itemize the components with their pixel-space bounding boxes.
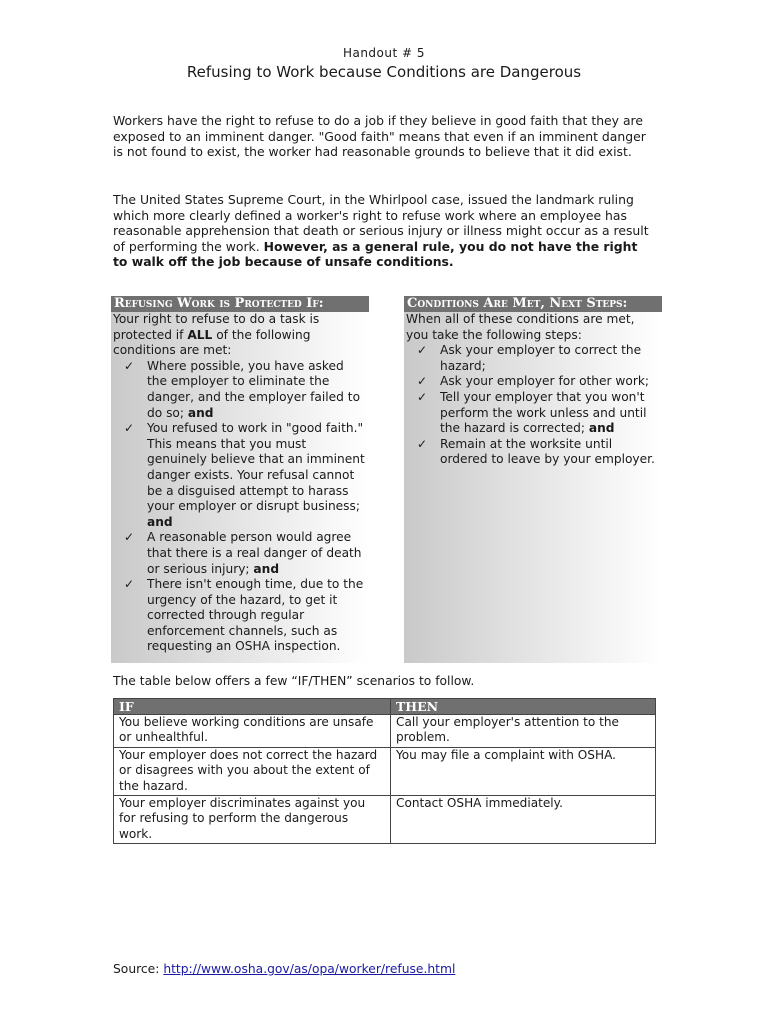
checkmark-icon: ✓ — [124, 530, 135, 545]
lead-text-all: ALL — [187, 327, 213, 342]
table-cell-if: You believe working conditions are unsafe or unhealthful. — [114, 715, 391, 748]
next-steps-box — [404, 296, 662, 663]
list-item-and: and — [588, 421, 615, 436]
list-item-text: Ask your employer for other work; — [440, 374, 650, 389]
table-cell-then: You may file a complaint with OSHA. — [391, 747, 656, 795]
checkmark-icon: ✓ — [417, 374, 428, 389]
list-item-text: Tell your employer that you won't perform the work unless and until the hazard is corrected; — [440, 389, 647, 436]
protected-conditions-list — [113, 359, 367, 655]
checkmark-icon: ✓ — [124, 421, 135, 436]
table-row — [114, 796, 656, 844]
list-item-and: and — [253, 561, 280, 576]
table-cell-if: Your employer discriminates against you for refusing to perform the dangerous work. — [114, 796, 391, 844]
list-item-text: Remain at the worksite until ordered to leave by your employer. — [440, 436, 655, 467]
list-item-text: Where possible, you have asked the employer to eliminate the danger, and the employer failed to do so; — [147, 358, 361, 420]
list-item-and: and — [147, 514, 173, 529]
next-steps-list — [406, 343, 660, 468]
list-item-text: Ask your employer to correct the hazard; — [440, 343, 642, 373]
list-item — [121, 577, 367, 655]
list-item — [414, 390, 660, 437]
lead-text-a: Your right to refuse to do a task is protected if — [113, 312, 320, 342]
list-item-text: There isn't enough time, due to the urgency of the hazard, to get it corrected through regular enforcement channels, such as requesting an OSHA inspection. — [147, 577, 364, 654]
table-header-if: IF — [114, 699, 391, 715]
intro-paragraph-2 — [113, 192, 653, 270]
table-cell-if: Your employer does not correct the hazard or disagrees with you about the extent of the hazard. — [114, 747, 391, 795]
protected-conditions-body — [111, 312, 369, 657]
table-row — [114, 747, 656, 795]
table-cell-then: Contact OSHA immediately. — [391, 796, 656, 844]
intro-paragraph-2-text: The United States Supreme Court, in the Whirlpool case, issued the landmark ruling which more clearly defined a worker's right to refuse work where an employee has reasonable apprehension that death or serious injury or illness might occur as a result of performing the work. — [113, 192, 649, 254]
source-link[interactable]: http://www.osha.gov/as/opa/worker/refuse.html — [163, 962, 456, 976]
table-cell-then: Call your employer's attention to the problem. — [391, 715, 656, 748]
list-item — [121, 530, 367, 577]
next-steps-heading: Conditions Are Met, Next Steps: — [404, 296, 662, 312]
table-header-row — [114, 699, 656, 715]
source-label: Source: — [113, 962, 160, 976]
protected-conditions-lead — [113, 312, 367, 359]
table-intro: The table below offers a few “IF/THEN” scenarios to follow. — [113, 674, 475, 688]
lead-text-b: of the following conditions are met: — [113, 327, 311, 358]
list-item-text: You refused to work in "good faith." This means that you must genuinely believe that an imminent danger exists. Your refusal cannot be a disguised attempt to harass your employer or disrupt business; — [147, 421, 365, 514]
checkmark-icon: ✓ — [124, 577, 135, 592]
checkmark-icon: ✓ — [124, 358, 135, 373]
list-item — [121, 359, 367, 421]
page-title: Refusing to Work because Conditions are Dangerous — [186, 63, 582, 81]
intro-paragraph-2-bold: However, as a general rule, you do not have the right to walk off the job because of unsafe conditions. — [113, 238, 638, 270]
table-row — [114, 715, 656, 748]
list-item — [414, 343, 660, 374]
intro-paragraph-1: Workers have the right to refuse to do a job if they believe in good faith that they are exposed to an imminent danger. "Good faith" means that even if an imminent danger is not found to exist, the worker had reasonable grounds to believe that it did exist. — [113, 113, 646, 160]
list-item — [414, 374, 660, 390]
handout-label: Handout # 5 — [342, 46, 426, 60]
list-item — [414, 437, 660, 468]
protected-conditions-heading: Refusing Work is Protected If: — [111, 296, 369, 312]
next-steps-lead: When all of these conditions are met, you take the following steps: — [406, 312, 635, 342]
protected-conditions-box — [111, 296, 369, 663]
table-header-then: THEN — [391, 699, 656, 715]
if-then-table — [113, 698, 656, 844]
checkmark-icon: ✓ — [417, 343, 428, 358]
checkmark-icon: ✓ — [417, 389, 428, 404]
source-line — [113, 962, 455, 976]
list-item-text: A reasonable person would agree that there is a real danger of death or serious injury; — [147, 530, 362, 576]
checkmark-icon: ✓ — [417, 436, 428, 451]
list-item-and: and — [187, 405, 214, 420]
list-item — [121, 421, 367, 530]
next-steps-body — [404, 312, 662, 470]
